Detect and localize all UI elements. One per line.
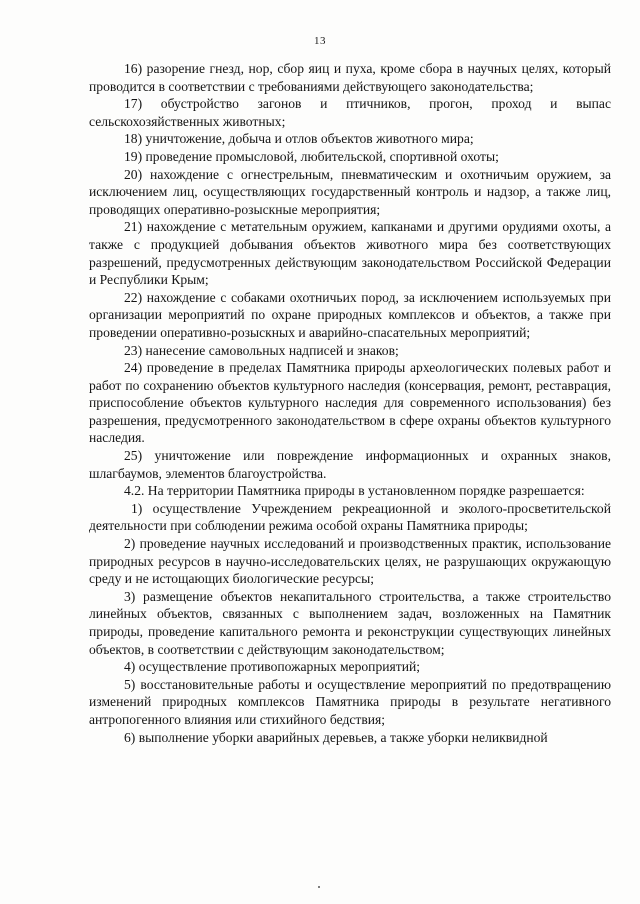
list-item-21: 21) нахождение с метательным оружием, капканами и другими орудиями охоты, а также с продукцией добывания объектов животного мира без соответствующих разрешений, предусмотренных действующим законодательством Российской Федерации и Республики Крым; — [89, 219, 611, 288]
list-item-25: 25) уничтожение или повреждение информационных и охранных знаков, шлагбаумов, элементов благоустройства. — [89, 448, 611, 481]
allowed-item-1: 1) осуществление Учреждением рекреационной и эколого-просветительской деятельности при соблюдении режима особой охраны Памятника природы; — [89, 500, 611, 534]
list-item-18: 18) уничтожение, добыча и отлов объектов животного мира; — [124, 131, 474, 147]
allowed-item-6: 6) выполнение уборки аварийных деревьев, а также уборки неликвидной — [124, 729, 548, 745]
allowed-item-3: 3) размещение объектов некапитального строительства, а также строительство линейных объектов, связанных с выполнением задач, возложенных на Памятник природы, проведение капитального ремонта и реконструкции существующих линейных объектов, в соответствии с действующим законодательством; — [89, 588, 611, 657]
scan-dot — [318, 886, 320, 888]
allowed-item-5: 5) восстановительные работы и осуществление мероприятий по предотвращению изменений природных комплексов Памятника природы в результате негативного антропогенного влияния или стихийного бедствия; — [89, 676, 611, 727]
list-item-19: 19) проведение промысловой, любительской, спортивной охоты; — [124, 148, 499, 164]
list-item-22: 22) нахождение с собаками охотничьих пород, за исключением используемых при организации мероприятий по охране природных комплексов и объектов, а также при проведении оперативно-розыскных и аварийно-спасательных мероприятий; — [89, 289, 611, 340]
list-item-16: 16) разорение гнезд, нор, сбор яиц и пуха, кроме сбора в научных целях, который проводится в соответствии с требованиями действующего законодательства; — [89, 61, 611, 94]
list-item-24: 24) проведение в пределах Памятника природы археологических полевых работ и работ по сохранению объектов культурного наследия (консервация, ремонт, реставрация, приспособление объектов культурного наследия для современного использования) без разрешения, предусмотренного законодательством в сфере охраны объектов культурного наследия. — [89, 360, 611, 446]
allowed-item-2: 2) проведение научных исследований и производственных практик, использование природных ресурсов в научно-исследовательских целях, не разрушающих окружающую среду и не истощающих биологические ресурсы; — [89, 536, 611, 587]
page-number: 13 — [314, 35, 326, 47]
list-item-17: 17) обустройство загонов и птичников, прогон, проход и выпас сельскохозяйственных животных; — [89, 96, 611, 129]
list-item-23: 23) нанесение самовольных надписей и знаков; — [124, 342, 399, 358]
section-heading-4-2: 4.2. На территории Памятника природы в установленном порядке разрешается: — [124, 483, 585, 499]
allowed-item-4: 4) осуществление противопожарных мероприятий; — [124, 659, 421, 675]
list-item-20: 20) нахождение с огнестрельным, пневматическим и охотничьим оружием, за исключением лиц, осуществляющих государственный контроль и надзор, а также лиц, проводящих оперативно-розыскные мероприятия; — [89, 166, 611, 217]
document-body — [89, 60, 611, 746]
